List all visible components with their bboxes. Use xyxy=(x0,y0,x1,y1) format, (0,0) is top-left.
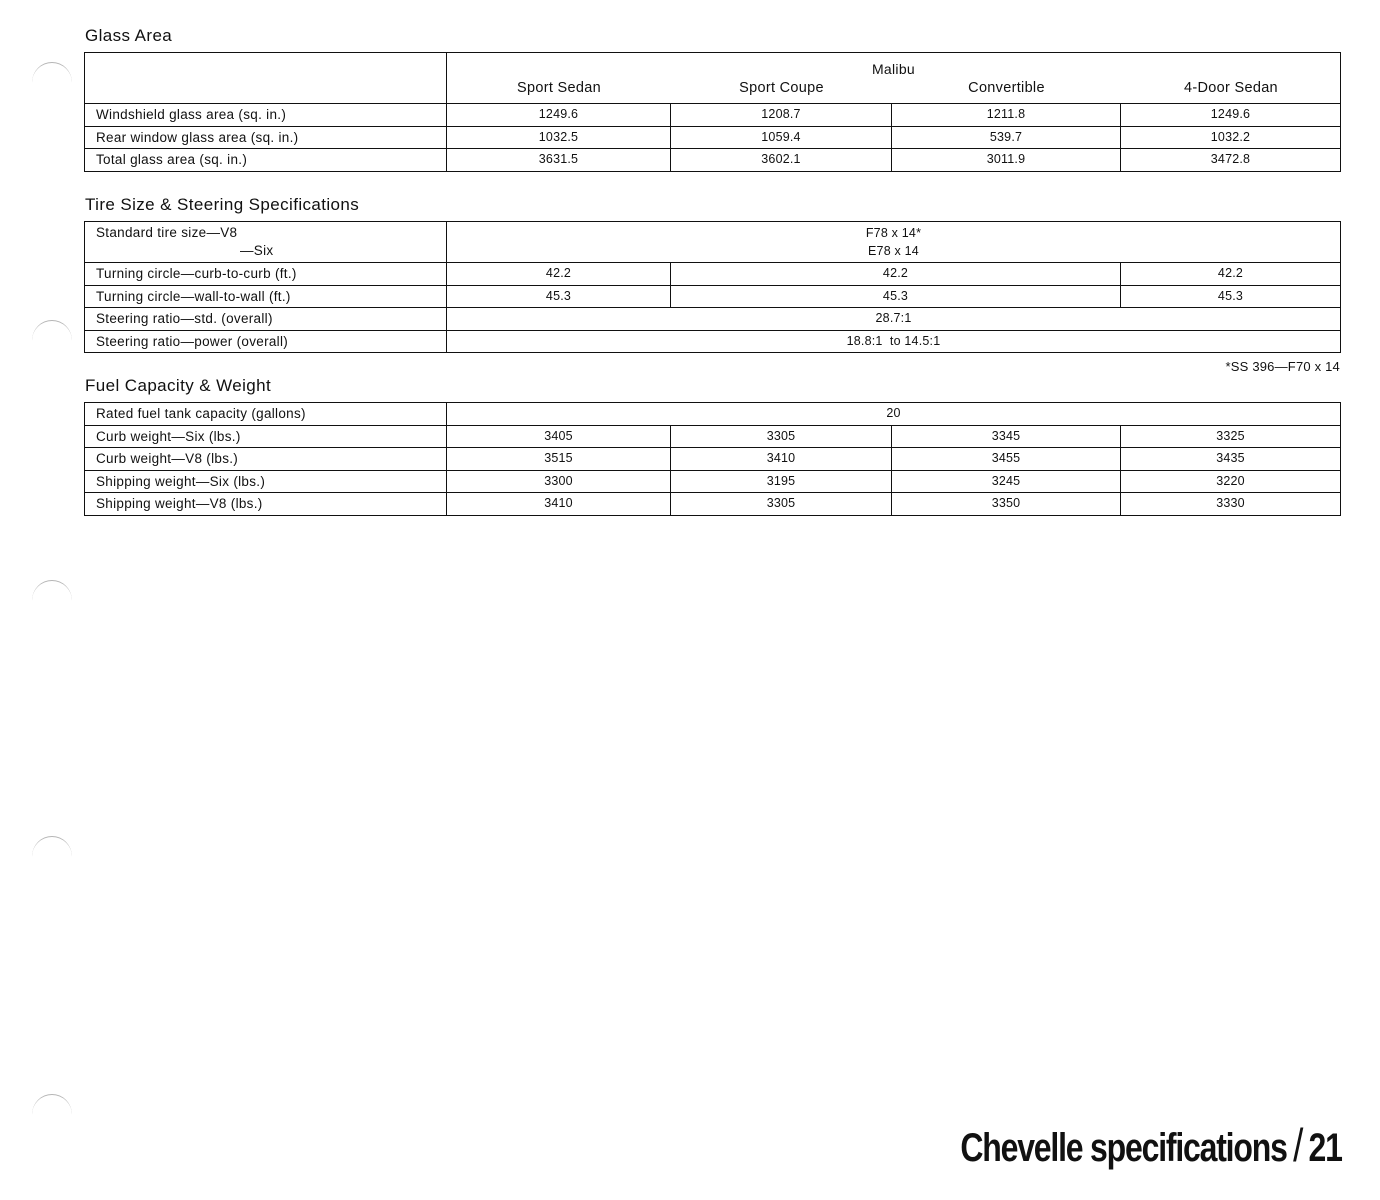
cell-value: 3435 xyxy=(1121,448,1341,471)
tire-size-six-value: E78 x 14 xyxy=(868,244,919,258)
cell-value: 3472.8 xyxy=(1121,149,1341,172)
cell-value: 3405 xyxy=(447,425,671,448)
row-label: Steering ratio—power (overall) xyxy=(85,330,447,353)
cell-value: 3011.9 xyxy=(892,149,1121,172)
table-row xyxy=(85,126,1341,149)
cell-value: 42.2 xyxy=(1121,263,1341,286)
cell-value: 3245 xyxy=(892,470,1121,493)
cell-value: 1032.5 xyxy=(447,126,671,149)
table-row xyxy=(85,263,1341,286)
cell-value: 3330 xyxy=(1121,493,1341,516)
table-row xyxy=(85,104,1341,127)
fuel-weight-title: Fuel Capacity & Weight xyxy=(85,376,272,395)
cell-value: 1249.6 xyxy=(1121,104,1341,127)
row-label: Windshield glass area (sq. in.) xyxy=(85,104,447,127)
punch-hole-mark xyxy=(32,580,72,621)
row-label: Curb weight—Six (lbs.) xyxy=(85,425,447,448)
cell-value: 3300 xyxy=(447,470,671,493)
cell-value: 3455 xyxy=(892,448,1121,471)
punch-hole-mark xyxy=(32,320,72,361)
cell-value: 45.3 xyxy=(1121,285,1341,308)
row-label: Rated fuel tank capacity (gallons) xyxy=(85,403,447,426)
glass-area-title: Glass Area xyxy=(85,26,173,45)
column-header-convertible: Convertible xyxy=(968,80,1045,96)
cell-value: 1208.7 xyxy=(671,104,892,127)
punch-hole-mark xyxy=(32,1094,72,1135)
empty-header-cell xyxy=(85,53,447,104)
row-label: Turning circle—curb-to-curb (ft.) xyxy=(85,263,447,286)
row-label xyxy=(85,222,447,263)
footer-title: Chevelle specifications xyxy=(960,1126,1287,1170)
cell-value: 3305 xyxy=(671,425,892,448)
row-label: Shipping weight—Six (lbs.) xyxy=(85,470,447,493)
cell-value: 1249.6 xyxy=(447,104,671,127)
row-label: Turning circle—wall-to-wall (ft.) xyxy=(85,285,447,308)
cell-value: 45.3 xyxy=(447,285,671,308)
page-number: 21 xyxy=(1308,1126,1342,1170)
tire-size-six-label: —Six xyxy=(240,243,274,258)
cell-value: 1211.8 xyxy=(892,104,1121,127)
cell-value: 28.7:1 xyxy=(447,308,1341,331)
column-header-sport-coupe: Sport Coupe xyxy=(739,80,824,96)
cell-value: 45.3 xyxy=(671,285,1121,308)
row-label: Shipping weight—V8 (lbs.) xyxy=(85,493,447,516)
table-row xyxy=(85,285,1341,308)
cell-value: 3350 xyxy=(892,493,1121,516)
tire-size-v8-label: Standard tire size—V8 xyxy=(96,225,238,240)
column-header-sport-sedan: Sport Sedan xyxy=(517,80,601,96)
cell-value: 3515 xyxy=(447,448,671,471)
cell-value: 1032.2 xyxy=(1121,126,1341,149)
row-label: Curb weight—V8 (lbs.) xyxy=(85,448,447,471)
cell-value: 42.2 xyxy=(671,263,1121,286)
table-row xyxy=(85,493,1341,516)
glass-area-header-row xyxy=(85,53,1341,104)
cell-value: 3410 xyxy=(447,493,671,516)
table-row xyxy=(85,425,1341,448)
malibu-group-header: Malibu xyxy=(871,61,916,77)
glass-area-table xyxy=(84,52,1341,172)
fuel-weight-table xyxy=(84,402,1341,516)
row-label: Rear window glass area (sq. in.) xyxy=(85,126,447,149)
cell-value: 3220 xyxy=(1121,470,1341,493)
cell-value: 3631.5 xyxy=(447,149,671,172)
cell-value: 42.2 xyxy=(447,263,671,286)
column-header-group xyxy=(447,53,1341,104)
cell-value xyxy=(447,222,1341,263)
table-row xyxy=(85,222,1341,263)
cell-value: 3345 xyxy=(892,425,1121,448)
cell-value: 3325 xyxy=(1121,425,1341,448)
tire-steering-table xyxy=(84,221,1341,353)
footer-slash: / xyxy=(1293,1119,1303,1171)
row-label: Steering ratio—std. (overall) xyxy=(85,308,447,331)
cell-value: 539.7 xyxy=(892,126,1121,149)
column-header-4-door-sedan: 4-Door Sedan xyxy=(1184,80,1278,96)
punch-hole-mark xyxy=(32,62,72,103)
tire-footnote: *SS 396—F70 x 14 xyxy=(1225,359,1340,374)
table-row xyxy=(85,308,1341,331)
table-row xyxy=(85,330,1341,353)
cell-value: 18.8:1 to 14.5:1 xyxy=(447,330,1341,353)
table-row xyxy=(85,470,1341,493)
table-row xyxy=(85,448,1341,471)
row-label: Total glass area (sq. in.) xyxy=(85,149,447,172)
tire-size-v8-value: F78 x 14* xyxy=(865,226,922,240)
cell-value: 3305 xyxy=(671,493,892,516)
cell-value: 3410 xyxy=(671,448,892,471)
cell-value: 3195 xyxy=(671,470,892,493)
cell-value: 1059.4 xyxy=(671,126,892,149)
table-row xyxy=(85,403,1341,426)
cell-value: 3602.1 xyxy=(671,149,892,172)
table-row xyxy=(85,149,1341,172)
cell-value: 20 xyxy=(447,403,1341,426)
tire-steering-title: Tire Size & Steering Specifications xyxy=(85,195,360,214)
page-footer xyxy=(961,1118,1342,1172)
punch-hole-mark xyxy=(32,836,72,877)
